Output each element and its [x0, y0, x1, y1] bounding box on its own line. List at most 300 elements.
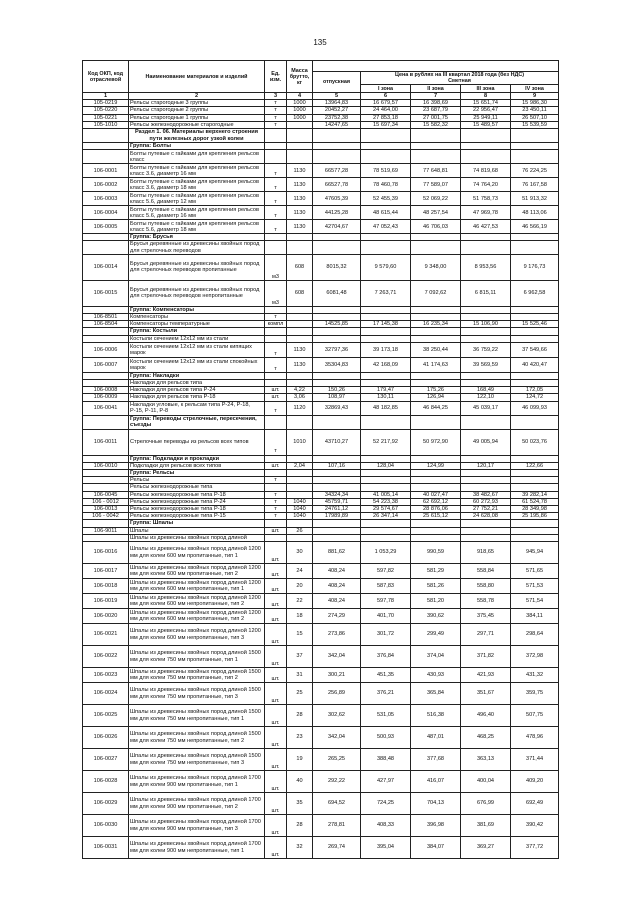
unit-cell: шт. [265, 542, 287, 564]
table-row [83, 668, 559, 683]
zone2-price-cell: 581,29 [411, 564, 461, 579]
mass-cell: 15 [287, 624, 313, 646]
unit-cell: т [265, 107, 287, 114]
zone3-price-cell: 8 953,56 [461, 254, 511, 280]
empty-cell [287, 234, 313, 241]
zone1-price-cell: 451,35 [361, 668, 411, 683]
empty-cell [313, 470, 361, 477]
zone1-price-cell [361, 241, 411, 254]
release-price-cell: 256,89 [313, 683, 361, 705]
zone4-price-cell [511, 527, 559, 534]
zone4-price-cell: 124,72 [511, 394, 559, 401]
code-cell: 106-0016 [83, 542, 129, 564]
release-price-cell: 34324,34 [313, 491, 361, 498]
name-cell: Шпалы из древесины хвойных пород длиной 1700 мм для колеи 900 мм непропитанные, тип 1 [129, 837, 265, 859]
code-cell [83, 150, 129, 164]
release-price-cell: 45759,71 [313, 498, 361, 505]
table-row [83, 462, 559, 469]
name-cell: Рельсы [129, 477, 265, 484]
zone1-price-cell [361, 534, 411, 541]
zone3-price-cell [461, 314, 511, 321]
mass-cell [287, 477, 313, 484]
unit-cell [265, 484, 287, 491]
mass-cell: 25 [287, 683, 313, 705]
unit-cell: шт. [265, 624, 287, 646]
empty-cell [411, 129, 461, 143]
zone1-price-cell: 52 455,39 [361, 192, 411, 206]
zone3-price-cell: 363,13 [461, 749, 511, 771]
code-cell: 106-0029 [83, 793, 129, 815]
unit-cell: шт. [265, 462, 287, 469]
code-cell: 105-0220 [83, 107, 129, 114]
zone2-price-cell [411, 241, 461, 254]
table-row [83, 107, 559, 114]
mass-cell [287, 484, 313, 491]
release-price-cell: 14525,85 [313, 321, 361, 328]
zone3-price-cell [461, 335, 511, 342]
empty-cell [511, 306, 559, 313]
table-row [83, 837, 559, 859]
code-cell: 106-0014 [83, 254, 129, 280]
empty-cell [287, 129, 313, 143]
release-price-cell: 342,04 [313, 727, 361, 749]
name-cell: Шпалы из древесины хвойных пород длиной 1700 мм для колеи 900 мм пропитанные, тип 1 [129, 771, 265, 793]
table-row [83, 342, 559, 357]
name-cell: Брусья деревянные из древесины хвойных пород для стрелочных переводов пропитанные [129, 254, 265, 280]
zone3-price-cell: 351,67 [461, 683, 511, 705]
zone2-price-cell: 16 235,34 [411, 321, 461, 328]
release-price-cell: 302,62 [313, 705, 361, 727]
release-price-cell: 24761,12 [313, 506, 361, 513]
unit-cell [265, 534, 287, 541]
mass-cell: 1130 [287, 220, 313, 234]
name-cell: Шпалы из древесины хвойных пород длиной 1700 мм для колеи 900 мм пропитанные, тип 3 [129, 815, 265, 837]
group-title: Группа: Компенсаторы [129, 306, 265, 313]
unit-cell: шт. [265, 837, 287, 859]
table-row [83, 749, 559, 771]
zone3-price-cell: 15 489,57 [461, 121, 511, 128]
code-cell: 106-0001 [83, 164, 129, 178]
name-cell: Рельсы железнодорожные типа Р-18 [129, 506, 265, 513]
zone2-price-cell: 581,26 [411, 579, 461, 594]
zone3-price-cell: 60 272,93 [461, 498, 511, 505]
zone3-price-cell: 468,25 [461, 727, 511, 749]
empty-cell [361, 520, 411, 527]
column-number-cell: 5 [313, 93, 361, 100]
release-price-cell: 342,04 [313, 646, 361, 668]
zone2-price-cell: 77 648,81 [411, 164, 461, 178]
code-cell: 105-0221 [83, 114, 129, 121]
empty-cell [361, 415, 411, 429]
price-table [82, 60, 559, 859]
zone4-price-cell: 298,64 [511, 624, 559, 646]
name-cell: Рельсы старогодные 2 группы [129, 107, 265, 114]
zone4-price-cell: 390,42 [511, 815, 559, 837]
empty-cell [461, 234, 511, 241]
table-row [83, 771, 559, 793]
unit-cell: т [265, 357, 287, 372]
release-price-cell: 408,24 [313, 579, 361, 594]
release-price-cell [313, 527, 361, 534]
zone4-price-cell [511, 380, 559, 387]
zone3-price-cell: 38 482,67 [461, 491, 511, 498]
group-title: Группа: Накладки [129, 372, 265, 379]
code-cell: 106-0015 [83, 280, 129, 306]
price-group-header [361, 72, 559, 85]
code-cell: 106-0013 [83, 506, 129, 513]
table-row [83, 241, 559, 254]
table-row [83, 121, 559, 128]
zone3-price-cell: 168,49 [461, 387, 511, 394]
mass-cell: 1130 [287, 357, 313, 372]
unit-cell: т [265, 220, 287, 234]
zone1-price-cell: 42 168,09 [361, 357, 411, 372]
code-cell: 106-0020 [83, 609, 129, 624]
zone2-price-cell: 16 398,69 [411, 100, 461, 107]
empty-cell [511, 328, 559, 335]
empty-cell [313, 520, 361, 527]
empty-cell [313, 306, 361, 313]
unit-cell: шт. [265, 793, 287, 815]
zone2-price-cell [411, 534, 461, 541]
zone3-price-cell: 558,78 [461, 594, 511, 609]
zone1-price-cell: 408,33 [361, 815, 411, 837]
empty-cell [511, 372, 559, 379]
zone3-price-cell: 15 106,90 [461, 321, 511, 328]
name-cell: Шпалы из древесины хвойных пород длиной 1200 мм для колеи 600 мм пропитанные, тип 2 [129, 564, 265, 579]
zone3-price-cell: 918,65 [461, 542, 511, 564]
zone1-price-cell: 78 460,78 [361, 178, 411, 192]
zone1-price-cell: 500,93 [361, 727, 411, 749]
zone2-price-cell: 487,01 [411, 727, 461, 749]
group-title: Группа: Костыли [129, 328, 265, 335]
mass-cell: 23 [287, 727, 313, 749]
zone1-price-cell: 9 579,60 [361, 254, 411, 280]
table-row [83, 335, 559, 342]
zone4-price-cell: 571,54 [511, 594, 559, 609]
table-body [83, 100, 559, 859]
zone4-price-cell [511, 477, 559, 484]
release-price-cell: 150,26 [313, 387, 361, 394]
release-price-cell [313, 335, 361, 342]
zone3-price-cell: 558,80 [461, 579, 511, 594]
zone4-price-cell: 28 349,98 [511, 506, 559, 513]
unit-cell: шт. [265, 387, 287, 394]
zone3-price-cell: 22 956,47 [461, 107, 511, 114]
col-unit-header: Ед. изм. [265, 61, 287, 93]
zone1-price-cell: 15 697,34 [361, 121, 411, 128]
unit-cell: т [265, 206, 287, 220]
unit-cell: шт. [265, 564, 287, 579]
release-price-cell: 13964,83 [313, 100, 361, 107]
zone3-price-cell: 381,69 [461, 815, 511, 837]
zone4-price-cell: 15 986,30 [511, 100, 559, 107]
name-cell: Болты путевые с гайками для крепления рельсов класс 3.6, диаметр 16 мм [129, 164, 265, 178]
zone2-price-cell: 9 348,00 [411, 254, 461, 280]
group-row [83, 328, 559, 335]
zone2-price-cell: 38 250,44 [411, 342, 461, 357]
mass-cell: 19 [287, 749, 313, 771]
empty-cell [83, 234, 129, 241]
col-release-header: отпускная [313, 72, 361, 93]
col-zone2-header: II зона [411, 85, 461, 93]
name-cell: Рельсы железнодорожные типа Р-24 [129, 498, 265, 505]
empty-cell [313, 372, 361, 379]
zone3-price-cell: 25 949,11 [461, 114, 511, 121]
unit-cell: т [265, 401, 287, 415]
code-cell [83, 335, 129, 342]
name-cell: Стрелочные переводы из рельсов всех типов [129, 429, 265, 455]
group-row [83, 306, 559, 313]
name-cell: Рельсы железнодорожные типа Р-18 [129, 491, 265, 498]
name-cell: Шпалы из древесины хвойных пород длиной 1500 мм для колеи 750 мм пропитанные, тип 2 [129, 668, 265, 683]
zone4-price-cell: 26 507,10 [511, 114, 559, 121]
table-row [83, 114, 559, 121]
table-row [83, 100, 559, 107]
zone4-price-cell: 571,53 [511, 579, 559, 594]
zone1-price-cell [361, 477, 411, 484]
zone4-price-cell: 692,49 [511, 793, 559, 815]
release-price-cell [313, 484, 361, 491]
zone4-price-cell: 9 176,73 [511, 254, 559, 280]
table-row [83, 387, 559, 394]
name-cell: Подкладки для рельсов всех типов [129, 462, 265, 469]
code-cell: 106-0003 [83, 192, 129, 206]
empty-cell [265, 328, 287, 335]
empty-cell [287, 306, 313, 313]
code-cell: 106-0006 [83, 342, 129, 357]
zone4-price-cell: 372,98 [511, 646, 559, 668]
unit-cell: шт. [265, 394, 287, 401]
code-cell: 106-0024 [83, 683, 129, 705]
release-price-cell: 20452,27 [313, 107, 361, 114]
zone1-price-cell: 597,78 [361, 594, 411, 609]
unit-cell: шт. [265, 594, 287, 609]
zone1-price-cell: 54 223,38 [361, 498, 411, 505]
code-cell: 106 - 0042 [83, 513, 129, 520]
zone2-price-cell: 23 687,79 [411, 107, 461, 114]
name-cell: Шпалы из древесины хвойных пород длиной 1700 мм для колеи 900 мм пропитанные, тип 2 [129, 793, 265, 815]
unit-cell [265, 150, 287, 164]
table-row [83, 683, 559, 705]
zone4-price-cell: 61 524,78 [511, 498, 559, 505]
mass-cell [287, 380, 313, 387]
group-row [83, 143, 559, 150]
name-cell: Рельсы железнодорожные типа [129, 484, 265, 491]
empty-cell [461, 470, 511, 477]
zone2-price-cell [411, 380, 461, 387]
zone3-price-cell: 6 815,11 [461, 280, 511, 306]
empty-cell [83, 372, 129, 379]
zone1-price-cell: 179,47 [361, 387, 411, 394]
table-row [83, 484, 559, 491]
empty-cell [83, 328, 129, 335]
release-price-cell [313, 150, 361, 164]
empty-cell [287, 143, 313, 150]
zone3-price-cell: 122,10 [461, 394, 511, 401]
zone4-price-cell: 76 167,58 [511, 178, 559, 192]
empty-cell [361, 234, 411, 241]
code-cell: 106-0028 [83, 771, 129, 793]
code-cell: 106-0030 [83, 815, 129, 837]
name-cell: Шпалы [129, 527, 265, 534]
release-price-cell: 66527,78 [313, 178, 361, 192]
zone4-price-cell: 15 525,46 [511, 321, 559, 328]
code-cell: 106-0007 [83, 357, 129, 372]
release-price-cell [313, 314, 361, 321]
release-price-cell [313, 477, 361, 484]
zone4-price-cell: 409,20 [511, 771, 559, 793]
empty-cell [461, 129, 511, 143]
release-price-cell [313, 380, 361, 387]
zone1-price-cell: 48 615,44 [361, 206, 411, 220]
unit-cell: т [265, 506, 287, 513]
section-row [83, 129, 559, 143]
empty-cell [265, 129, 287, 143]
mass-cell: 1040 [287, 513, 313, 520]
zone4-price-cell: 46 099,93 [511, 401, 559, 415]
empty-cell [411, 234, 461, 241]
release-price-cell: 408,24 [313, 594, 361, 609]
release-price-cell: 881,62 [313, 542, 361, 564]
zone4-price-cell: 507,75 [511, 705, 559, 727]
empty-cell [511, 455, 559, 462]
zone2-price-cell: 46 844,25 [411, 401, 461, 415]
empty-cell [411, 520, 461, 527]
empty-cell [83, 455, 129, 462]
zone1-price-cell: 52 217,92 [361, 429, 411, 455]
zone4-price-cell: 478,96 [511, 727, 559, 749]
zone3-price-cell: 676,99 [461, 793, 511, 815]
unit-cell: т [265, 342, 287, 357]
zone1-price-cell [361, 314, 411, 321]
code-cell: 106-0018 [83, 579, 129, 594]
empty-cell [265, 143, 287, 150]
release-price-cell: 6081,48 [313, 280, 361, 306]
zone4-price-cell: 6 962,58 [511, 280, 559, 306]
name-cell: Накладки для рельсов типа Р-18 [129, 394, 265, 401]
code-cell: 106-0041 [83, 401, 129, 415]
empty-cell [287, 328, 313, 335]
table-row [83, 254, 559, 280]
zone1-price-cell: 26 347,14 [361, 513, 411, 520]
zone4-price-cell: 50 023,76 [511, 429, 559, 455]
zone3-price-cell: 47 969,78 [461, 206, 511, 220]
zone4-price-cell: 172,05 [511, 387, 559, 394]
code-cell: 105-1010 [83, 121, 129, 128]
empty-cell [265, 306, 287, 313]
mass-cell: 608 [287, 254, 313, 280]
empty-cell [511, 520, 559, 527]
unit-cell: т [265, 178, 287, 192]
group-title: Группа: Подкладки и прокладки [129, 455, 265, 462]
table-row [83, 429, 559, 455]
zone2-price-cell: 299,49 [411, 624, 461, 646]
unit-cell: компл [265, 321, 287, 328]
zone2-price-cell: 990,59 [411, 542, 461, 564]
zone1-price-cell: 301,72 [361, 624, 411, 646]
zone4-price-cell: 39 282,14 [511, 491, 559, 498]
empty-cell [313, 234, 361, 241]
zone3-price-cell [461, 484, 511, 491]
zone3-price-cell: 297,71 [461, 624, 511, 646]
zone4-price-cell [511, 335, 559, 342]
release-price-cell: 35304,83 [313, 357, 361, 372]
name-cell: Болты путевые с гайками для крепления рельсов класс 3.6, диаметр 18 мм [129, 178, 265, 192]
release-price-cell: 32869,43 [313, 401, 361, 415]
zone2-price-cell: 126,94 [411, 394, 461, 401]
table-header [83, 61, 559, 100]
name-cell: Рельсы старогодные 1 группы [129, 114, 265, 121]
group-title: Группа: Болты [129, 143, 265, 150]
release-price-cell: 44125,28 [313, 206, 361, 220]
col-code-header: Код ОКП, код отраслевой [83, 61, 129, 93]
empty-cell [83, 306, 129, 313]
unit-cell: т [265, 477, 287, 484]
unit-cell: т [265, 314, 287, 321]
mass-cell: 35 [287, 793, 313, 815]
release-price-cell: 66577,28 [313, 164, 361, 178]
empty-cell [411, 470, 461, 477]
empty-cell [461, 455, 511, 462]
zone4-price-cell: 122,66 [511, 462, 559, 469]
empty-cell [265, 470, 287, 477]
zone4-price-cell: 46 566,19 [511, 220, 559, 234]
group-row [83, 372, 559, 379]
zone3-price-cell [461, 150, 511, 164]
zone2-price-cell: 396,98 [411, 815, 461, 837]
zone3-price-cell: 36 759,22 [461, 342, 511, 357]
release-price-cell: 408,24 [313, 564, 361, 579]
zone1-price-cell: 587,83 [361, 579, 411, 594]
code-cell [83, 380, 129, 387]
mass-cell: 30 [287, 542, 313, 564]
zone2-price-cell [411, 335, 461, 342]
table-row [83, 357, 559, 372]
zone1-price-cell: 41 005,14 [361, 491, 411, 498]
table-row [83, 394, 559, 401]
zone4-price-cell: 51 913,32 [511, 192, 559, 206]
unit-cell: т [265, 100, 287, 107]
release-price-cell: 47605,39 [313, 192, 361, 206]
unit-cell: шт. [265, 668, 287, 683]
release-price-cell: 273,86 [313, 624, 361, 646]
empty-cell [511, 470, 559, 477]
unit-cell: шт. [265, 727, 287, 749]
empty-cell [83, 143, 129, 150]
table-row [83, 609, 559, 624]
code-cell: 106-0010 [83, 462, 129, 469]
table-row [83, 491, 559, 498]
release-price-cell: 43710,27 [313, 429, 361, 455]
mass-cell: 26 [287, 527, 313, 534]
mass-cell: 1130 [287, 164, 313, 178]
table-row [83, 192, 559, 206]
zone1-price-cell: 24 464,00 [361, 107, 411, 114]
empty-cell [461, 415, 511, 429]
code-cell [83, 477, 129, 484]
zone1-price-cell: 29 574,67 [361, 506, 411, 513]
zone1-price-cell: 78 519,69 [361, 164, 411, 178]
mass-cell: 608 [287, 280, 313, 306]
mass-cell: 1000 [287, 114, 313, 121]
table-row [83, 314, 559, 321]
empty-cell [265, 372, 287, 379]
group-row [83, 415, 559, 429]
name-cell: Рельсы железнодорожные старогодные [129, 121, 265, 128]
empty-cell [287, 520, 313, 527]
zone1-price-cell: 27 853,18 [361, 114, 411, 121]
